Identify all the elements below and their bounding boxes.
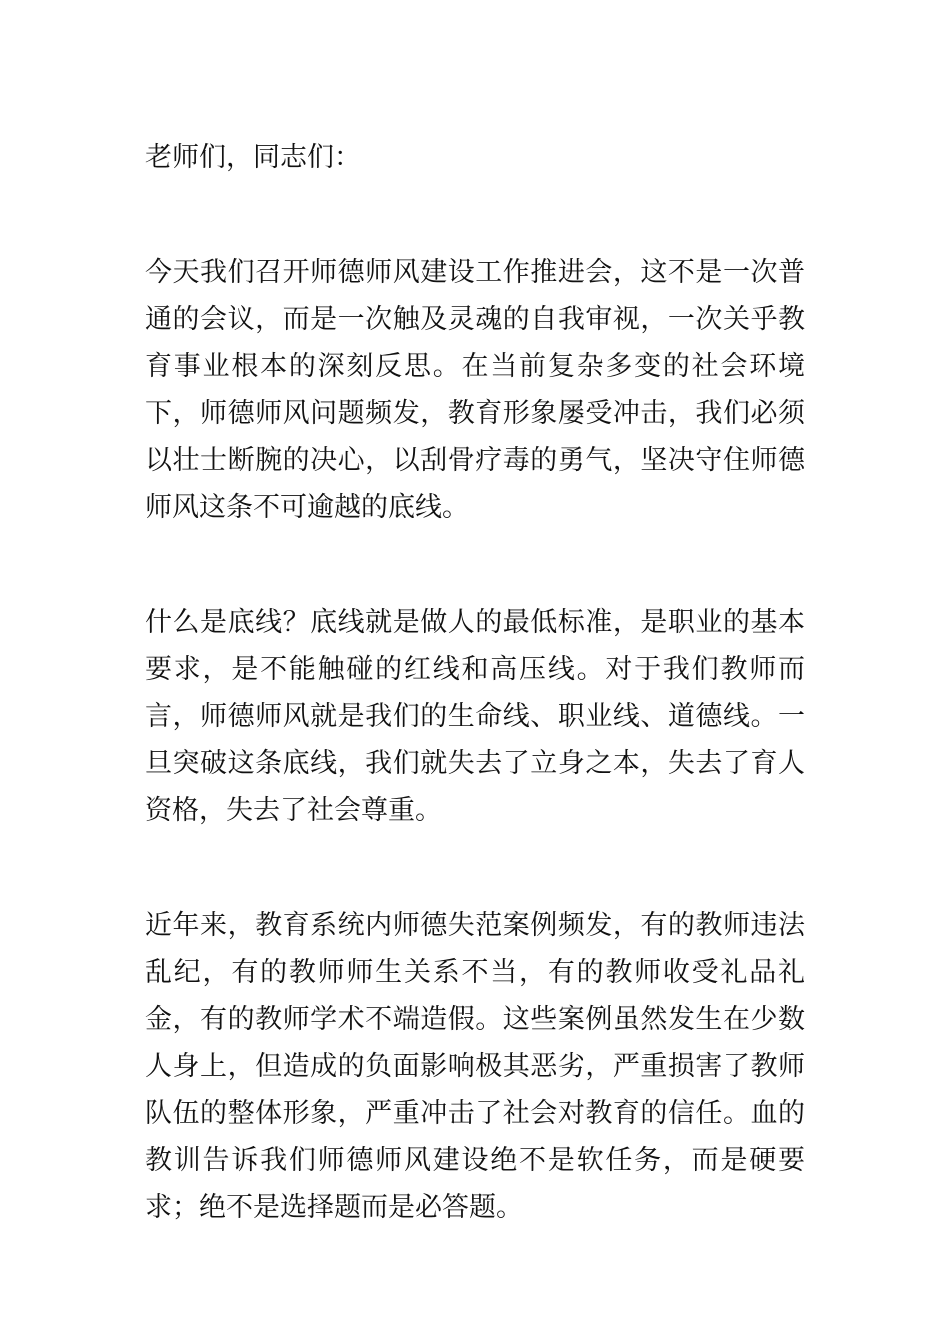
paragraph-misconduct-cases: 近年来，教育系统内师德失范案例频发，有的教师违法乱纪，有的教师师生关系不当，有的教师收受礼品礼金，有的教师学术不端造假。这些案例虽然发生在少数人身上，但造成的负面影响极其恶劣，严重损害了教师队伍的整体形象，严重冲击了社会对教育的信任。血的教训告诉我们师德师风建设绝不是软任务，而是硬要求；绝不是选择题而是必答题。 [145,910,805,1223]
paragraph-opening: 今天我们召开师德师风建设工作推进会，这不是一次普通的会议，而是一次触及灵魂的自我审视，一次关乎教育事业根本的深刻反思。在当前复杂多变的社会环境下，师德师风问题频发，教育形象屡受冲击，我们必须以壮士断腕的决心，以刮骨疗毒的勇气，坚决守住师德师风这条不可逾越的底线。 [145,257,805,523]
paragraph-bottom-line: 什么是底线？底线就是做人的最低标准，是职业的基本要求，是不能触碰的红线和高压线。对于我们教师而言，师德师风就是我们的生命线、职业线、道德线。一旦突破这条底线，我们就失去了立身之本，失去了育人资格，失去了社会尊重。 [145,607,805,826]
greeting-line: 老师们，同志们： [145,142,361,173]
document-body [145,134,805,1299]
